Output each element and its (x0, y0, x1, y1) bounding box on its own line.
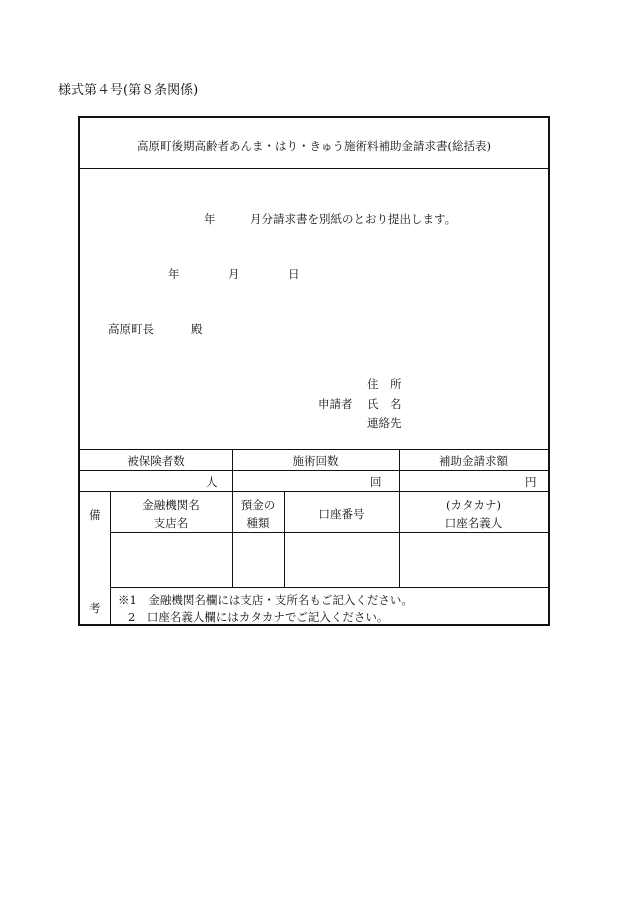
summary-bottom-border (80, 491, 548, 492)
applicant-label: 申請者 (318, 397, 353, 411)
subsidy-amount-unit: 円 (525, 475, 537, 489)
summary-header-border (80, 470, 548, 471)
form-title: 高原町後期高齢者あんま・はり・きゅう施術料補助金請求書(総括表) (137, 139, 491, 153)
bank-name-header: 金融機関名 (142, 498, 200, 512)
date-day: 日 (288, 267, 300, 281)
treatment-count-header: 施術回数 (292, 454, 339, 468)
bank-entry-border (110, 587, 548, 588)
applicant-address-label: 住 所 (367, 377, 402, 391)
account-holder-header: 口座名義人 (444, 516, 503, 530)
remarks-note-1: ※1 金融機関名欄には支店・支所名もご記入ください。 (118, 593, 413, 607)
request-statement: 月分請求書を別紙のとおり提出します。 (250, 212, 457, 226)
deposit-type-header-line1: 預金の (240, 498, 276, 512)
insured-count-header: 被保険者数 (127, 454, 185, 468)
date-year: 年 (168, 267, 180, 281)
applicant-contact-label: 連絡先 (367, 416, 402, 430)
form-number-label: 様式第４号(第８条関係) (58, 83, 199, 98)
remarks-note-2: 2 口座名義人欄にはカタカナでご記入ください。 (128, 610, 389, 624)
account-number-header: 口座番号 (318, 507, 365, 521)
remarks-label-top: 備 (89, 508, 101, 522)
branch-name-header: 支店名 (153, 516, 189, 530)
bank-header-border (110, 532, 548, 533)
addressee-name: 高原町長 (108, 322, 154, 336)
title-divider (80, 168, 548, 169)
date-month: 月 (228, 267, 240, 281)
request-year-suffix: 年 (204, 212, 216, 226)
account-holder-kana-note: (カタカナ) (446, 498, 501, 512)
summary-top-border (80, 449, 548, 450)
remarks-label-bottom: 考 (89, 601, 101, 615)
addressee-honorific: 殿 (191, 322, 203, 336)
request-form-frame (78, 116, 550, 626)
deposit-type-header-line2: 種類 (246, 516, 270, 530)
applicant-name-label: 氏 名 (367, 397, 402, 411)
insured-count-unit: 人 (206, 475, 218, 489)
subsidy-amount-header: 補助金請求額 (439, 454, 508, 468)
treatment-count-unit: 回 (370, 475, 382, 489)
